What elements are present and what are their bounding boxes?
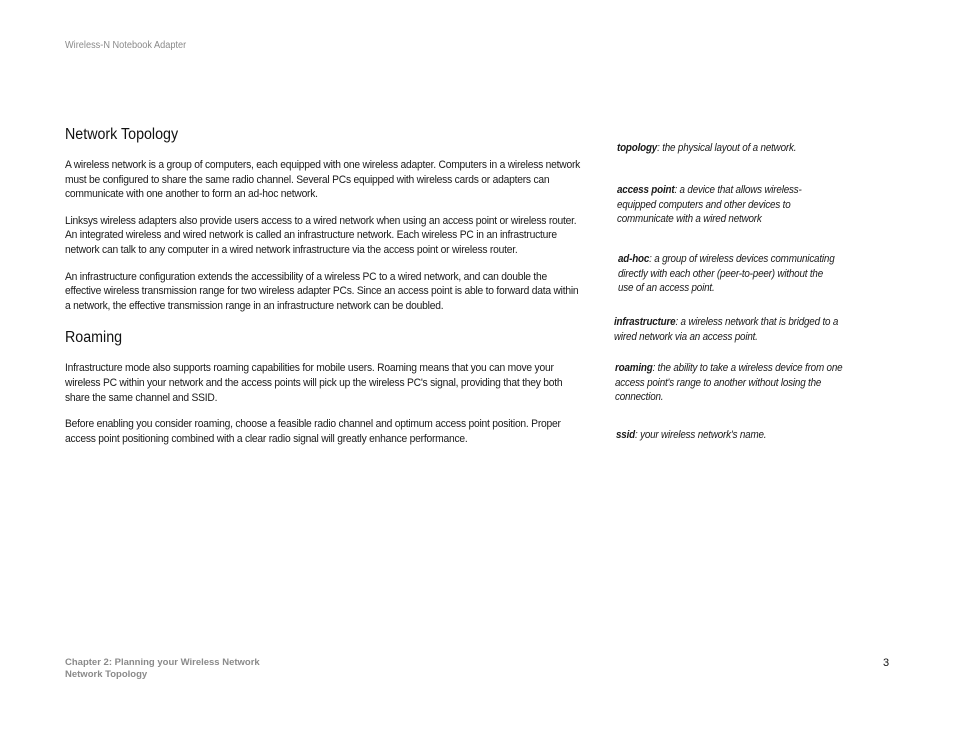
running-header: Wireless-N Notebook Adapter <box>65 40 187 51</box>
glossary-definition: : the ability to take a wireless device from one access point's range to another without losing the connection. <box>615 362 843 403</box>
glossary-term: access point <box>617 184 675 196</box>
section-heading-network-topology: Network Topology <box>65 126 179 143</box>
body-paragraph: A wireless network is a group of computers, each equipped with one wireless adapter. Computers in a wireless network must be configured to share the same radio channel. Several PCs equipped with wireless cards or adapters can communicate with one another to form an ad-hoc network. <box>65 159 581 201</box>
glossary-entry-infrastructure <box>614 315 845 344</box>
glossary-entry-access-point <box>617 183 833 227</box>
body-paragraph: Linksys wireless adapters also provide users access to a wired network when using an access point or wireless router. An integrated wireless and wired network is called an infrastructure network. Each wireless PC in an infrastructure network can talk to any computer in a wired network infrastructure via the access point or wireless router. <box>65 214 577 256</box>
page-footer <box>65 657 260 681</box>
glossary-term: roaming <box>615 362 653 374</box>
glossary-entry-roaming <box>615 361 844 405</box>
glossary-definition: : a group of wireless devices communicating directly with each other (peer-to-peer) without the use of an access point. <box>618 253 835 294</box>
glossary-term: ad-hoc <box>618 253 650 265</box>
page-number: 3 <box>883 657 890 669</box>
footer-section: Network Topology <box>65 669 148 680</box>
section-heading-roaming: Roaming <box>65 329 123 347</box>
glossary-term: topology <box>617 142 658 154</box>
glossary-entry-ad-hoc <box>618 252 837 296</box>
glossary-entry-topology <box>617 141 850 156</box>
glossary-definition: : a wireless network that is bridged to a wired network via an access point. <box>614 316 839 343</box>
body-paragraph: Before enabling you consider roaming, choose a feasible radio channel and optimum access point position. Proper access point positioning combined with a clear radio signal will greatly enhance performance. <box>65 418 561 445</box>
glossary-definition: : a device that allows wireless-equipped computers and other devices to communicate with a wired network <box>617 184 802 225</box>
body-paragraph: Infrastructure mode also supports roaming capabilities for mobile users. Roaming means that you can move your wireless PC within your network and the access points will pick up the wireless PC's signal, providing that they both share the same channel and SSID. <box>65 362 563 404</box>
body-paragraph: An infrastructure configuration extends the accessibility of a wireless PC to a wired network, and can double the effective wireless transmission range for two wireless adapter PCs. Since an access point is able to forward data within a network, the effective transmission range in an infrastructure network can be doubled. <box>65 270 579 312</box>
footer-chapter: Chapter 2: Planning your Wireless Network <box>65 657 260 668</box>
main-content <box>65 126 586 446</box>
glossary-definition: : your wireless network's name. <box>634 429 767 441</box>
glossary-term: ssid <box>616 429 635 441</box>
glossary-definition: : the physical layout of a network. <box>657 142 797 154</box>
glossary-entry-ssid <box>616 428 849 443</box>
glossary-term: infrastructure <box>614 316 676 328</box>
